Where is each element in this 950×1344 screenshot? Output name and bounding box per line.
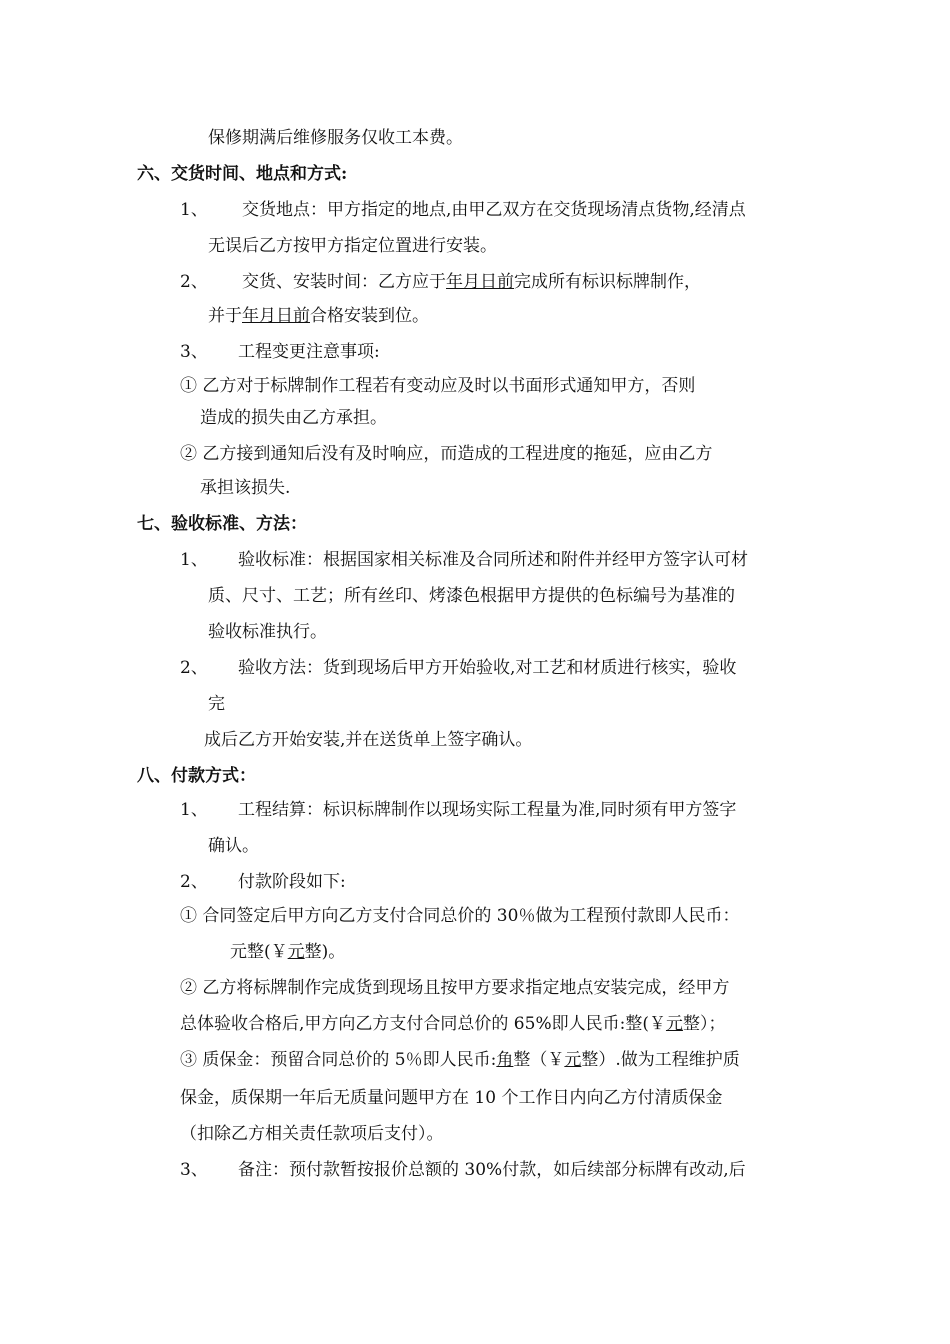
paragraph-line [230,942,345,962]
text: 并于 [208,306,242,326]
paragraph-line: ② 乙方接到通知后没有及时响应，而造成的工程进度的拖延，应由乙方 [180,444,713,464]
paragraph-line: 完 [208,694,225,714]
list-text: 付款阶段如下: [238,872,346,892]
underlined-blank: 年月日前 [242,306,310,326]
section-heading: 七、验收标准、方法： [137,514,307,534]
underlined-blank: 角 [496,1050,514,1070]
paragraph-line: ② 乙方将标牌制作完成货到现场且按甲方要求指定地点安装完成，经甲方 [180,978,730,998]
list-item [180,872,346,892]
paragraph-line: 质、尺寸、工艺；所有丝印、烤漆色根据甲方提供的色标编号为基准的 [208,586,735,606]
list-number: 3、 [180,342,208,362]
paragraph-line: 验收标准执行。 [208,622,327,642]
text: 整）.做为工程维护质 [581,1050,740,1070]
text: 总体验收合格后,甲方向乙方支付合同总价的 65%即人民币:整(￥ [180,1014,666,1034]
list-text: 验收标准：根据国家相关标准及合同所述和附件并经甲方签字认可材 [238,550,748,570]
list-number: 1、 [180,550,208,570]
underlined-blank: 年月日前 [446,272,514,292]
list-item [180,342,380,362]
list-text: 交货地点：甲方指定的地点,由甲乙双方在交货现场清点货物,经清点 [242,200,746,220]
list-text: 工程变更注意事项: [238,342,380,362]
underlined-blank: 元 [564,1050,582,1070]
list-item [180,1160,746,1180]
list-number: 3、 [180,1160,208,1180]
list-number: 2、 [180,872,208,892]
paragraph-line: 确认。 [208,836,259,856]
list-item [180,800,736,820]
list-text: 完成所有标识标牌制作， [514,272,701,292]
list-number: 2、 [180,658,208,678]
list-item [180,272,701,292]
underlined-blank: 元 [665,1014,683,1034]
list-number: 2、 [180,272,208,292]
list-text: 验收方法：货到现场后甲方开始验收,对工艺和材质进行核实，验收 [238,658,737,678]
underlined-blank: 元 [287,942,305,962]
text: 元整(￥ [230,942,288,962]
list-item [180,550,748,570]
paragraph-line: 保金，质保期一年后无质量问题甲方在 10 个工作日内向乙方付清质保金 [180,1088,723,1108]
text: 整（￥ [513,1050,565,1070]
list-item [180,200,746,220]
section-heading: 八、付款方式： [137,766,256,786]
text: 合格安装到位。 [310,306,429,326]
list-text: 交货、安装时间：乙方应于 [242,272,446,292]
text: 整）； [682,1014,726,1034]
paragraph-line [180,1050,740,1070]
paragraph-line: ① 乙方对于标牌制作工程若有变动应及时以书面形式通知甲方，否则 [180,376,696,396]
list-text: 工程结算：标识标牌制作以现场实际工程量为准,同时须有甲方签字 [238,800,737,820]
list-number: 1、 [180,800,208,820]
paragraph-line: 承担该损失. [200,478,291,498]
list-text: 备注：预付款暂按报价总额的 30%付款，如后续部分标牌有改动,后 [238,1160,746,1180]
section-heading: 六、交货时间、地点和方式: [137,164,348,184]
paragraph-line: ① 合同签定后甲方向乙方支付合同总价的 30％做为工程预付款即人民币： [180,906,740,926]
paragraph-line: 造成的损失由乙方承担。 [200,408,387,428]
paragraph-line: 保修期满后维修服务仅收工本费。 [208,128,463,148]
paragraph-line [208,306,429,326]
text: ③ 质保金：预留合同总价的 5％即人民币: [180,1050,497,1070]
list-number: 1、 [180,200,208,220]
paragraph-line: 成后乙方开始安装,并在送货单上签字确认。 [204,730,533,750]
paragraph-line: （扣除乙方相关责任款项后支付）。 [180,1124,444,1144]
paragraph-line [180,1014,725,1034]
list-item [180,658,736,678]
text: 整)。 [304,942,346,962]
paragraph-line: 无误后乙方按甲方指定位置进行安装。 [208,236,497,256]
